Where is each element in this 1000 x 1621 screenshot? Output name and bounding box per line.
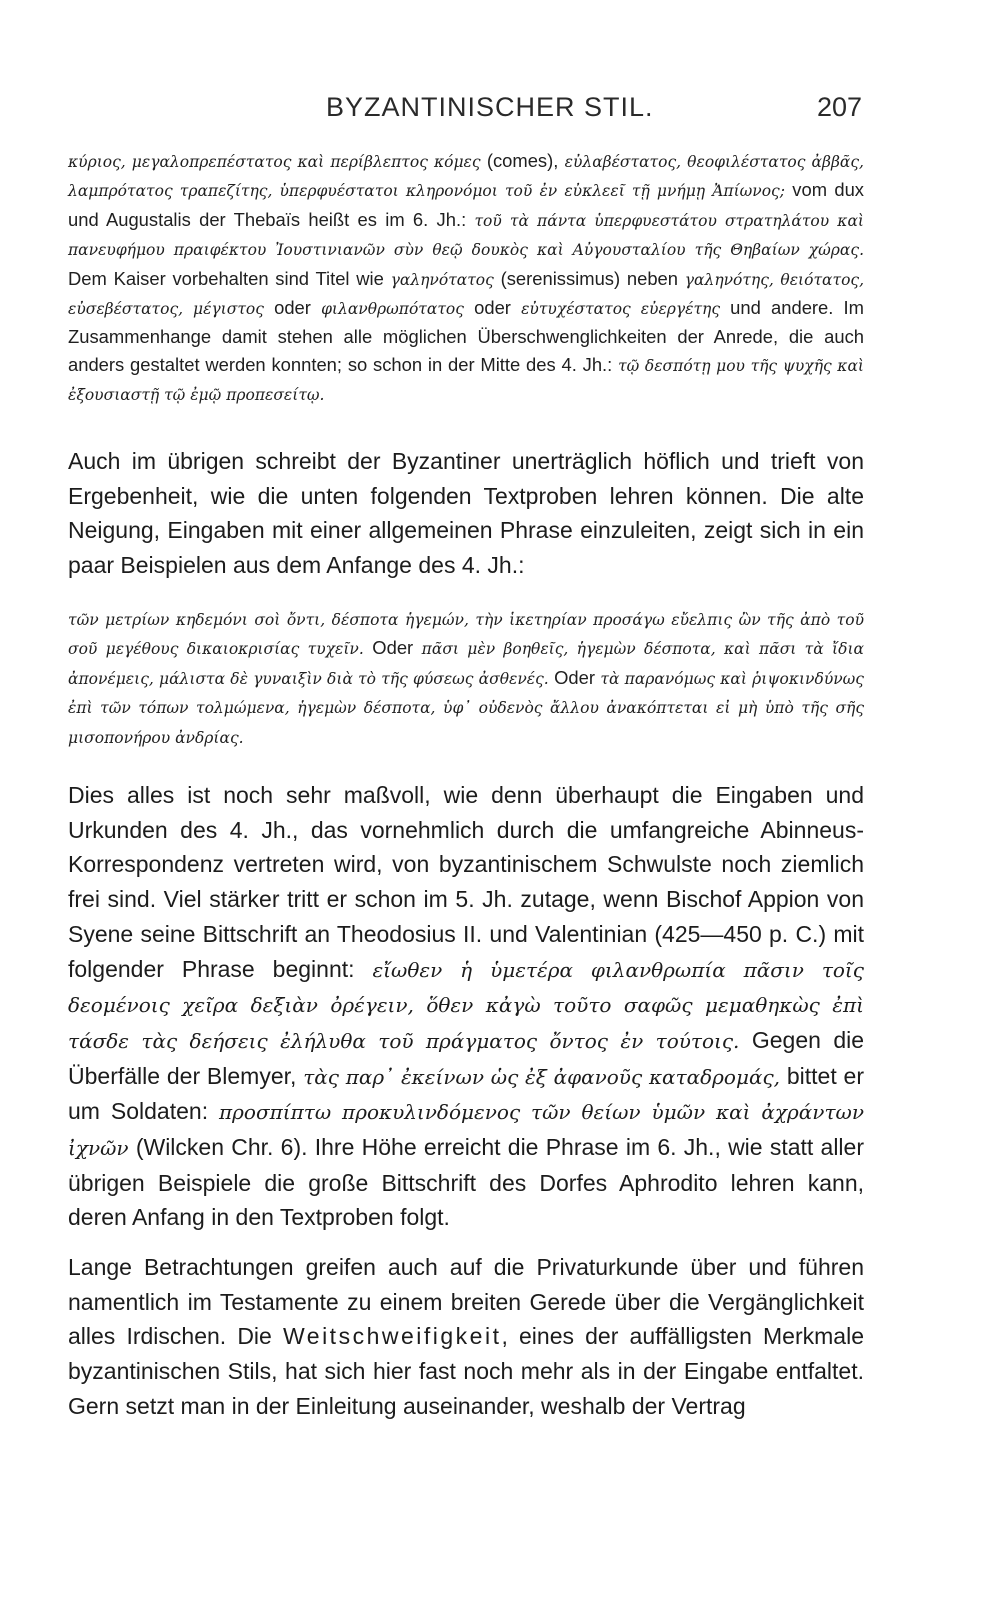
german-text: (serenissimus) neben [493,267,685,289]
german-text: Dem Kaiser vorbehalten sind Titel wie [68,267,391,289]
greek-text: τὰ παρανόμως καὶ ῥιψοκινδύνως ἐπὶ τῶν τόπων τολμώμενα, ἡγεμὼν δέσποτα, ὑφ᾿ οὐδενὸς ἄλλου ἀνακόπτεται εἰ μὴ ὑπὸ τῆς σῆς μισοπονήρου ἀνδρίας. [68,669,864,747]
greek-text: εἴωθεν ἡ ὑμετέρα φιλανθρωπία πᾶσιν τοῖς δεομένοις χεῖρα δεξιὰν ὀρέγειν, ὅθεν κἀγὼ τοῦτο σαφῶς μεμαθηκὼς ἐπὶ τάσδε τὰς δεήσεις ἐλήλυθα τοῦ πράγματος ὄντος ἐν τούτοις. [68,957,864,1053]
greek-text: τοῦ τὰ πάντα ὑπερφυεστάτου στρατηλάτου καὶ πανευφήμου πραιφέκτου Ἰουστινιανῶν σὺν θεῷ δουκὸς καὶ Αὐγουσταλίου τῆς Θηβαίων χώρας. [68,211,864,260]
body-text: , eines der auffälligsten Merkmale byzantinischen Stils, hat sich hier fast noch mehr als in der Eingabe entfaltet. Gern setzt man in der Einleitung auseinander, weshalb der Vertrag [68,1323,864,1419]
greek-text: γαληνότης, θειότατος, εὐσεβέστατος, μέγιστος [68,270,865,319]
body-text: bittet er um Soldaten: [68,1062,864,1125]
greek-text: προσπίπτω προκυλινδόμενος τῶν θείων ὑμῶν καὶ ἀχράντων ἰχνῶν [68,1100,864,1161]
running-title: BYZANTINISCHER STIL. [326,92,654,122]
german-text: oder [263,297,322,319]
paragraph-greek-examples [68,605,864,752]
page-header [68,92,862,126]
body-text: Lange Betrachtungen greifen auch auf die Privaturkunde über und führen namentlich im Testamente zu einem breiten Gerede über die Vergänglichkeit alles Irdischen. Die [68,1254,864,1350]
page-number: 207 [816,92,862,122]
greek-text: εὐτυχέστατος εὐεργέτης [521,300,721,319]
paragraph-privaturkunde [68,1250,864,1424]
german-text: (comes), [480,150,565,171]
german-text: und andere. Im Zusammenhange damit stehen alle möglichen Überschwenglichkeiten der Anrede, die auch anders gestaltet werden konnten; so schon in der Mitte des 4. Jh.: [68,297,864,375]
greek-text: πᾶσι μὲν βοηθεῖς, ἡγεμὼν δέσποτα, καὶ πᾶσι τὰ ἴδια ἀπονέμεις, μάλιστα δὲ γυναιξὶν διὰ τὸ τῆς φύσεως ἀσθενές. [68,640,864,688]
german-text: Oder [548,666,601,688]
greek-text: τῷ δεσπότῃ μου τῆς ψυχῆς καὶ ἐξουσιαστῇ τῷ ἐμῷ προπεσείτῳ. [68,356,864,405]
paragraph-titles [68,147,864,410]
german-text: oder [463,297,522,319]
emphasized-text: Weitschweifigkeit [282,1323,502,1350]
body-text: Auch im übrigen schreibt der Byzantiner unerträglich höflich und trieft von Ergebenheit, wie die unten folgenden Textproben lehren können. Die alte Neigung, Eingaben mit einer allgemeinen Phrase einzuleiten, zeigt sich in ein paar Beispielen aus dem Anfange des 4. Jh.: [68,448,864,579]
paragraph-hoeflichkeit [68,444,864,583]
paragraph-eingaben [68,778,864,1235]
body-text: (Wilcken Chr. 6). Ihre Höhe erreicht die Phrase im 6. Jh., wie statt aller übrigen Beispiele die große Bittschrift des Dorfes Aphrodito lehren kann, deren Anfang in den Textproben folgt. [68,1134,864,1231]
greek-text: τῶν μετρίων κηδεμόνι σοὶ ὄντι, δέσποτα ἡγεμών, τὴν ἱκετηρίαν προσάγω εὔελπις ὢν τῆς ἀπὸ τοῦ σοῦ μεγέθους δικαιοκρισίας τυχεῖν. [68,611,864,659]
greek-text: τὰς παρ᾿ ἐκείνων ὡς ἐξ ἀφανοῦς καταδρομάς, [303,1064,781,1089]
greek-text: κύριος, μεγαλοπρεπέστατος καὶ περίβλεπτος κόμες [68,153,481,171]
body-text: Dies alles ist noch sehr maßvoll, wie denn überhaupt die Eingaben und Urkunden des 4. Jh., das vornehmlich durch die umfangreiche Abinneus-Korrespondenz vertreten wird, von byzantinischem Schwulste noch ziemlich frei sind. Viel stärker tritt er schon im 5. Jh. zutage, wenn Bischof Appion von Syene seine Bittschrift an Theodosius II. und Valentinian (425—450 p. C.) mit folgender Phrase beginnt: [68,782,864,982]
german-text: vom dux und Augustalis der Thebaïs heißt es im 6. Jh.: [68,179,864,230]
greek-text: φιλανθρωπότατος [321,300,464,319]
german-text: Oder [363,637,422,659]
body-text: Gegen die Überfälle der Blemyer, [68,1026,865,1089]
greek-text: εὐλαβέστατος, θεοφιλέστατος ἀββᾶς, λαμπρότατος τραπεζίτης, ὑπερφυέστατοι κληρονόμοι τοῦ ἐν εὐκλεεῖ τῇ μνήμῃ Ἀπίωνος; [68,153,864,201]
greek-text: γαληνότατος [390,270,494,289]
